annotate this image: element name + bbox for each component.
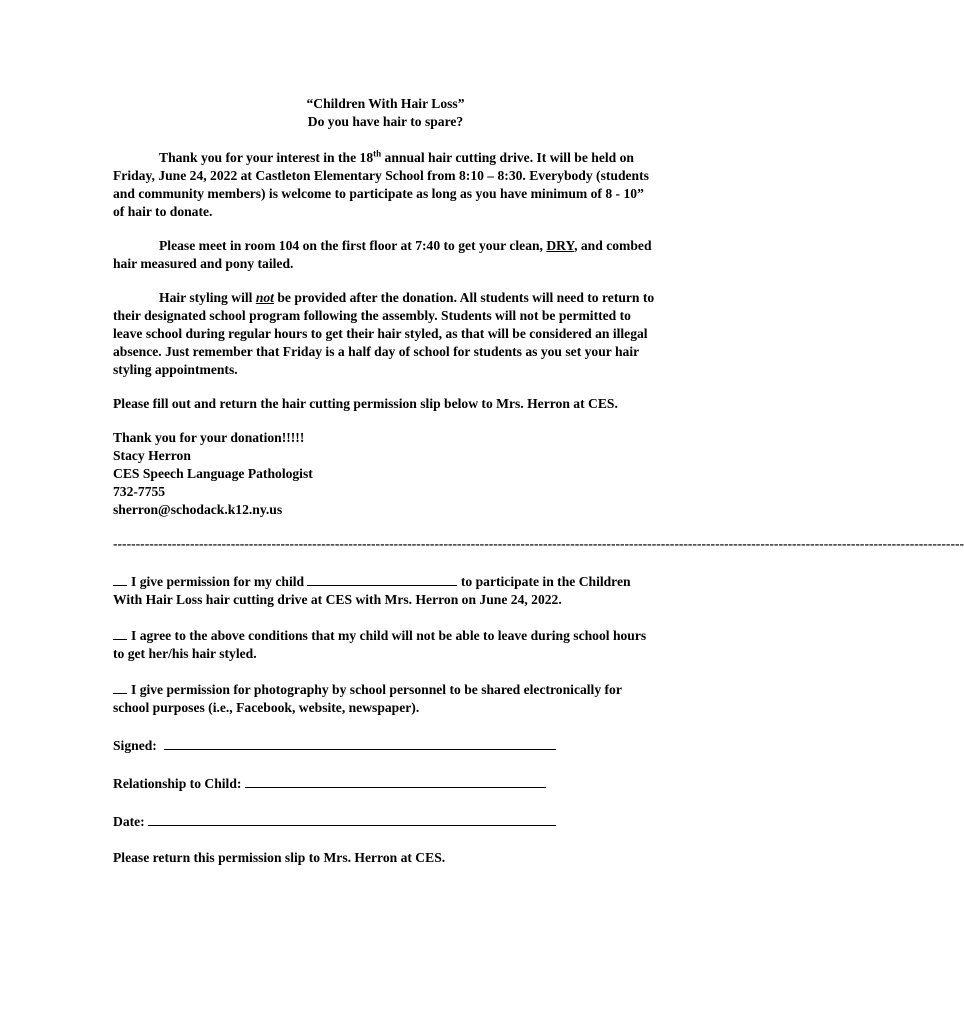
- signer-role: CES Speech Language Pathologist: [113, 466, 313, 481]
- date-label: Date:: [113, 814, 145, 829]
- permission-conditions-text: I agree to the above conditions that my child will not be able to leave during school hours to get her/his hair styled.: [113, 628, 647, 661]
- checkbox-blank[interactable]: [113, 573, 127, 586]
- signer-phone: 732-7755: [113, 484, 166, 499]
- permission-photography-text: I give permission for photography by school personnel to be shared electronically for school purposes (i.e., Facebook, website, newspaper).: [113, 682, 622, 715]
- intro-text-b: annual hair cutting drive. It will be held on Friday, June 24, 2022 at Castleton Elementary School from 8:10 – 8:30. Everybody (students and community members) is welcome to participate as long as you have minimum of 8 - 10” of hair to donate.: [113, 150, 649, 219]
- styling-paragraph: [113, 289, 658, 379]
- signature-field[interactable]: [164, 735, 556, 750]
- meeting-paragraph: [113, 237, 658, 273]
- intro-paragraph: [113, 149, 658, 221]
- permission-photography: [113, 681, 658, 717]
- intro-text-a: Thank you for your interest in the 18: [159, 150, 374, 165]
- return-instructions: Please fill out and return the hair cutting permission slip below to Mrs. Herron at CES.: [113, 396, 618, 411]
- relationship-field[interactable]: [245, 773, 546, 788]
- signer-email: sherron@schodack.k12.ny.us: [113, 502, 283, 517]
- document-title: “Children With Hair Loss”: [306, 96, 465, 111]
- return-footer: Please return this permission slip to Mrs. Herron at CES.: [113, 850, 446, 865]
- permission-conditions: [113, 627, 658, 663]
- signer-name: Stacy Herron: [113, 448, 191, 463]
- document-page: [113, 95, 964, 867]
- signed-label: Signed:: [113, 738, 157, 753]
- meeting-text-b: , and combed hair measured and pony tailed.: [113, 238, 652, 271]
- styling-text-b: be provided after the donation. All students will need to return to their designated school program following the assembly. Students will not be permitted to leave school during regular hours to get their hair styled, as that will be considered an illegal absence. Just remember that Friday is a half day of school for students as you set your hair styling appointments.: [113, 290, 655, 377]
- permission-participate-a: I give permission for my child: [131, 574, 305, 589]
- styling-text-a: Hair styling will: [159, 290, 256, 305]
- meeting-text-a: Please meet in room 104 on the first floor at 7:40 to get your clean,: [159, 238, 547, 253]
- checkbox-blank[interactable]: [113, 681, 127, 694]
- signed-row: [113, 735, 658, 755]
- permission-participate: [113, 571, 658, 609]
- date-field[interactable]: [148, 811, 556, 826]
- date-row: [113, 811, 658, 831]
- document-subtitle: Do you have hair to spare?: [307, 114, 464, 129]
- thanks-line: Thank you for your donation!!!!!: [113, 430, 305, 445]
- relationship-label: Relationship to Child:: [113, 776, 242, 791]
- relationship-row: [113, 773, 658, 793]
- cut-line-separator: --------------------------------------------------------------------------------------------------------------------------------------------------------------------------------------------: [113, 536, 964, 551]
- ordinal-suffix: th: [373, 148, 382, 159]
- checkbox-blank[interactable]: [113, 627, 127, 640]
- permission-participate-b: to participate in the Children With Hair Loss hair cutting drive at CES with Mrs. Herron on June 24, 2022.: [113, 574, 631, 607]
- signoff-block: [113, 429, 658, 519]
- child-name-field[interactable]: [307, 571, 457, 586]
- dry-emphasis: DRY: [546, 238, 575, 253]
- not-emphasis: not: [255, 290, 274, 305]
